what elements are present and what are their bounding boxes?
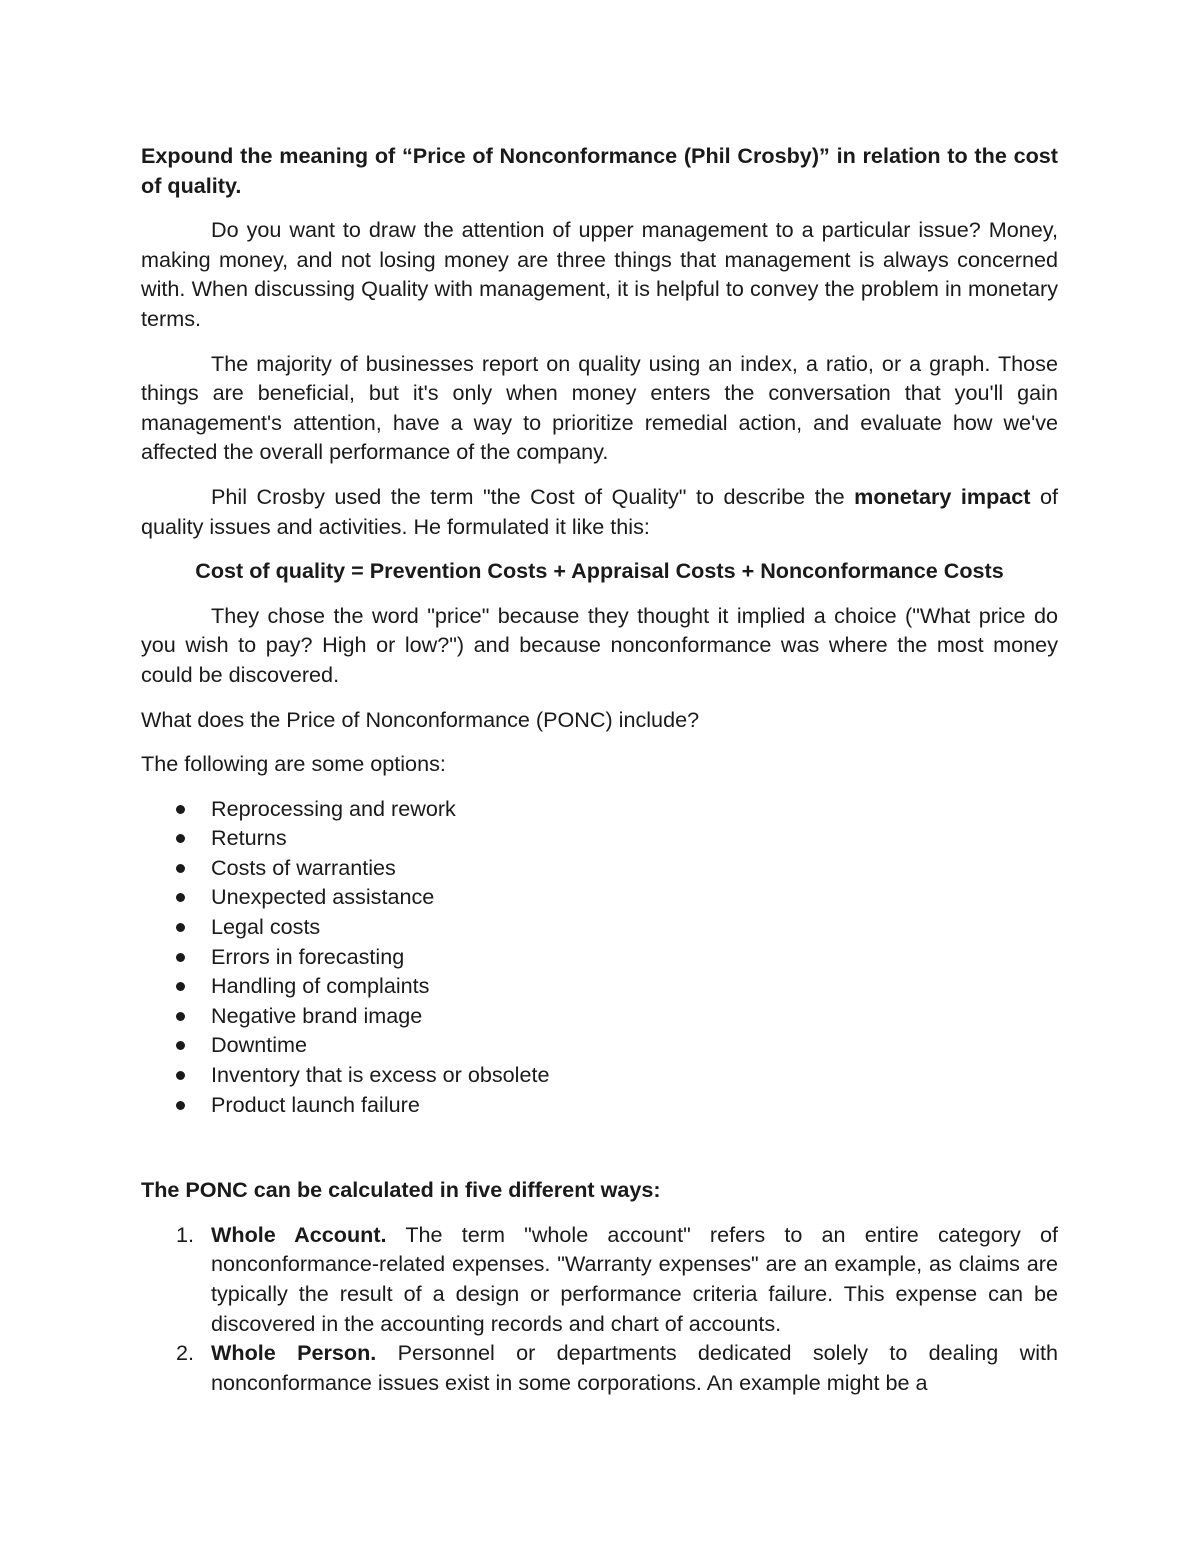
ponc-ways-list [141, 1220, 1058, 1398]
paragraph-upper-management: Do you want to draw the attention of upper management to a particular issue? Money, making money, and not losing money are three things that management is always concerned with. When discussing Quality with management, it is helpful to convey the problem in monetary terms. [141, 217, 1058, 331]
ways-item-text: Personnel or departments dedicated solely to dealing with nonconformance issues exist in some corporations. An example might be a [211, 1340, 1058, 1395]
ways-item-whole-account [141, 1220, 1058, 1338]
list-item: Inventory that is excess or obsolete [141, 1060, 1058, 1090]
ways-item-number: 1. [176, 1221, 195, 1247]
ways-item-term: Whole Person. [211, 1340, 377, 1366]
ways-item-number: 2. [176, 1340, 195, 1366]
paragraph-crosby-definition [141, 482, 1058, 541]
document-title: Expound the meaning of “Price of Nonconformance (Phil Crosby)” in relation to the cost of quality. [141, 143, 1058, 198]
list-item: Returns [141, 823, 1058, 853]
crosby-bold-term: monetary impact [854, 483, 1031, 509]
ways-item-term: Whole Account. [211, 1221, 387, 1247]
options-list [141, 794, 1058, 1120]
crosby-text-after: of quality issues and activities. He formulated it like this: [141, 483, 1058, 539]
list-item: Negative brand image [141, 1001, 1058, 1031]
paragraph-price-word: They chose the word "price" because they thought it implied a choice ("What price do you wish to pay? High or low?") and because nonconformance was where the most money could be discovered. [141, 602, 1058, 687]
crosby-text-before: Phil Crosby used the term "the Cost of Quality" to describe the [211, 483, 855, 509]
list-item: Costs of warranties [141, 853, 1058, 883]
list-item: Handling of complaints [141, 971, 1058, 1001]
ways-item-whole-person [141, 1338, 1058, 1397]
cost-of-quality-formula: Cost of quality = Prevention Costs + Appraisal Costs + Nonconformance Costs [195, 558, 1004, 584]
ponc-calculation-heading: The PONC can be calculated in five different ways: [141, 1177, 661, 1203]
options-intro: The following are some options: [141, 751, 446, 777]
ways-item-text: The term "whole account" refers to an entire category of nonconformance-related expenses. "Warranty expenses" are an example, as claims are typically the result of a design or performance criteria failure. This expense can be discovered in the accounting records and chart of accounts. [211, 1221, 1058, 1336]
list-item: Legal costs [141, 912, 1058, 942]
list-item: Unexpected assistance [141, 882, 1058, 912]
list-item: Product launch failure [141, 1090, 1058, 1120]
list-item: Reprocessing and rework [141, 794, 1058, 824]
paragraph-business-reporting: The majority of businesses report on quality using an index, a ratio, or a graph. Those things are beneficial, but it's only when money enters the conversation that you'll gain management's attention, have a way to prioritize remedial action, and evaluate how we've affected the overall performance of the company. [141, 350, 1058, 465]
document-body [141, 141, 1058, 1397]
list-item: Downtime [141, 1030, 1058, 1060]
ponc-question: What does the Price of Nonconformance (PONC) include? [141, 706, 700, 732]
list-item: Errors in forecasting [141, 942, 1058, 972]
